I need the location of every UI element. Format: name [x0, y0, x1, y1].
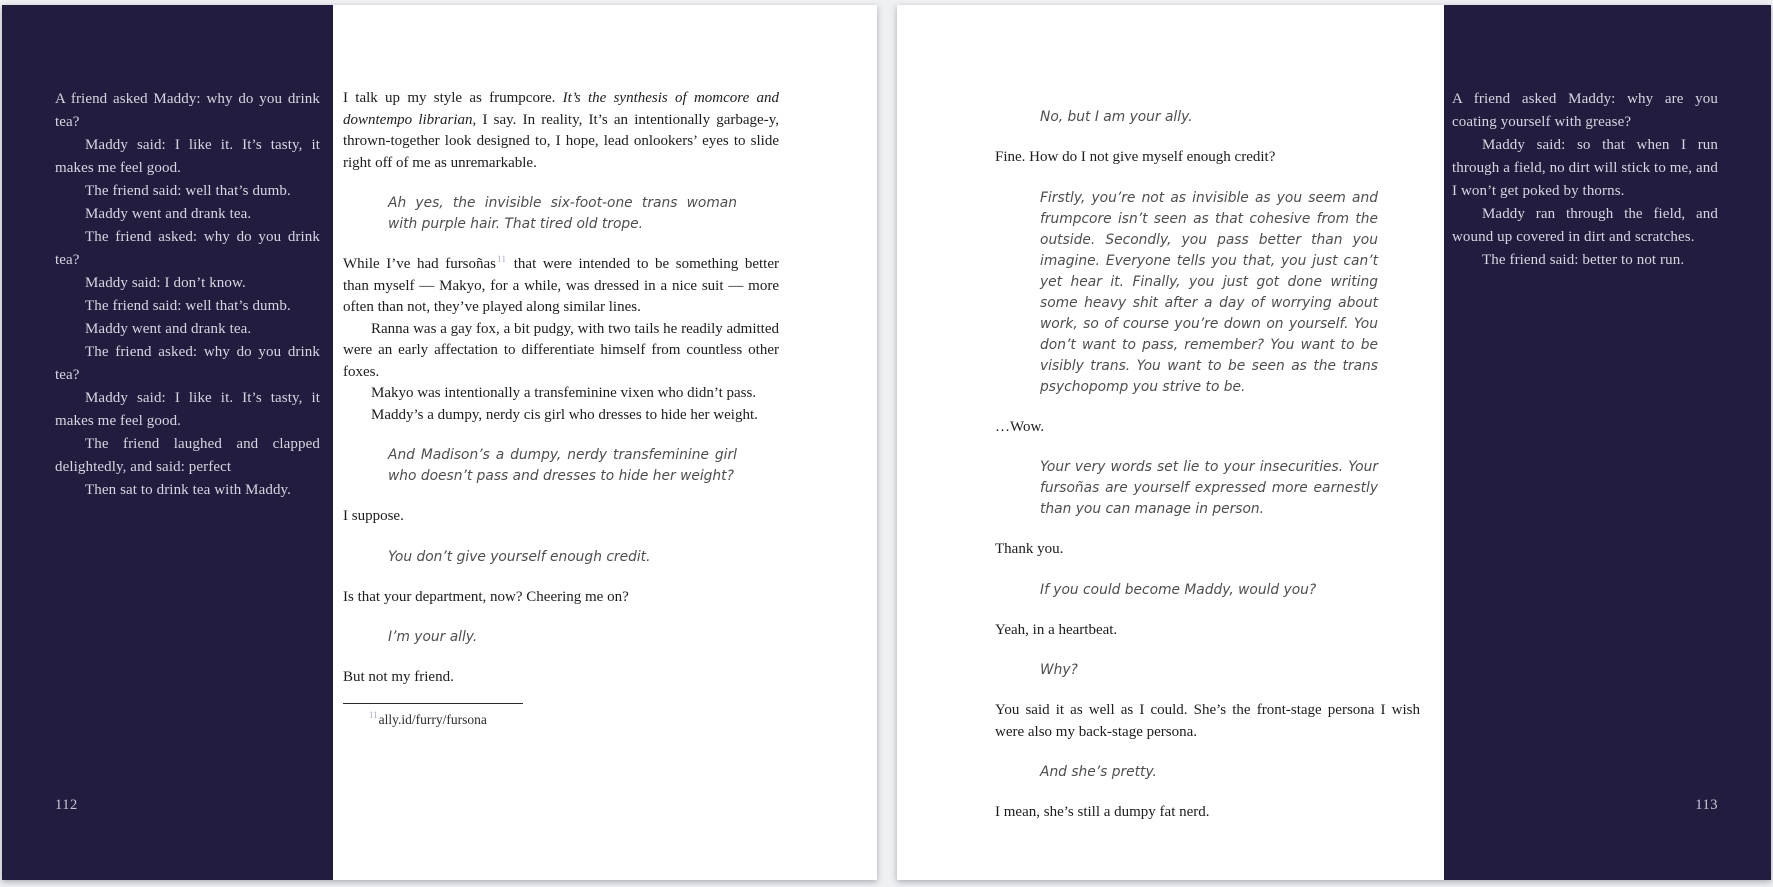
footnote-divider: [343, 703, 523, 704]
interlocutor-line: [1040, 457, 1378, 520]
narrative-paragraph: [995, 620, 1420, 642]
emphasized-text: It’s the synthesis of momcore and downtempo librarian,: [343, 90, 779, 128]
narrative-paragraph: [343, 667, 779, 689]
body-text: [343, 88, 779, 689]
body-text: [995, 107, 1420, 824]
footnote: [343, 703, 779, 728]
footnote-ref[interactable]: 11: [497, 255, 507, 265]
interlocutor-line: [388, 547, 737, 568]
margin-quote-paragraph: Maddy went and drank tea.: [85, 206, 252, 222]
footnote-url[interactable]: ally.id/furry/fursona: [378, 711, 487, 727]
margin-quote-paragraph: Maddy ran through the field, and wound up covered in dirt and scratches.: [1452, 206, 1718, 245]
margin-quote-paragraph: Maddy went and drank tea.: [85, 321, 252, 337]
text-run: Yeah, in a heartbeat.: [995, 621, 1118, 638]
margin-quote-paragraph: Maddy said: I like it. It’s tasty, it makes me feel good.: [55, 390, 320, 429]
interlocutor-line: [1040, 107, 1378, 128]
margin-quote-paragraph: The friend laughed and clapped delightedly, and said: perfect: [55, 436, 320, 475]
margin-quote-paragraph: Maddy said: I like it. It’s tasty, it makes me feel good.: [55, 137, 320, 176]
margin-quote-paragraph: Maddy said: I don’t know.: [85, 275, 246, 291]
narrative-paragraph: [343, 405, 779, 427]
text-run: Maddy’s a dumpy, nerdy cis girl who dresses to hide her weight.: [371, 406, 758, 423]
interlocutor-line: [388, 627, 737, 648]
text-run: Your very words set lie to your insecurities. Your fursoñas are yourself expressed more earnestly than you can manage in person.: [1040, 459, 1378, 517]
left-margin-quote-panel: [2, 5, 333, 880]
narrative-paragraph: [995, 539, 1420, 561]
right-margin-quote-panel: [1444, 5, 1771, 880]
interlocutor-line: [1040, 580, 1378, 601]
text-run: If you could become Maddy, would you?: [1040, 581, 1317, 598]
narrative-paragraph: [995, 802, 1420, 824]
narrative-paragraph: [343, 506, 779, 528]
interlocutor-line: [1040, 762, 1378, 783]
margin-quote-paragraph: The friend said: better to not run.: [1482, 252, 1685, 268]
text-run: You don’t give yourself enough credit.: [388, 548, 651, 565]
interlocutor-line: [388, 445, 737, 487]
narrative-paragraph: [995, 417, 1420, 439]
margin-quote-paragraph: The friend said: well that’s dumb.: [85, 298, 291, 314]
text-run: I mean, she’s still a dumpy fat nerd.: [995, 804, 1210, 820]
text-run: No, but I am your ally.: [1040, 109, 1193, 125]
narrative-paragraph: [343, 383, 779, 405]
text-run: I’m your ally.: [388, 629, 478, 645]
page-body-right: [897, 5, 1444, 880]
narrative-paragraph: [343, 319, 779, 384]
margin-quote-paragraph: Maddy said: so that when I run through a field, no dirt will stick to me, and I won’t get poked by thorns.: [1452, 137, 1718, 199]
text-run: Makyo was intentionally a transfeminine vixen who didn’t pass.: [371, 385, 757, 401]
text-run: Thank you.: [995, 541, 1064, 557]
text-run: Why?: [1040, 662, 1078, 678]
text-run: that were intended to be something better than myself — Makyo, for a while, was dressed in a nice suit — more often than not, they’ve played along similar lines.: [343, 256, 779, 315]
page-112: [2, 5, 877, 880]
text-run: I talk up my style as frumpcore.: [343, 90, 563, 106]
page-number: 113: [1695, 797, 1718, 813]
margin-quote-paragraph: A friend asked Maddy: why do you drink tea?: [55, 91, 320, 130]
narrative-paragraph: [995, 700, 1420, 743]
margin-quote: [55, 88, 320, 502]
narrative-paragraph: [343, 88, 779, 174]
interlocutor-line: [388, 193, 737, 235]
text-run: And she’s pretty.: [1040, 764, 1157, 780]
text-run: I suppose.: [343, 508, 404, 524]
text-run: Is that your department, now? Cheering me on?: [343, 588, 629, 605]
margin-quote-paragraph: The friend said: well that’s dumb.: [85, 183, 291, 199]
page-113: [897, 5, 1771, 880]
margin-quote-paragraph: The friend asked: why do you drink tea?: [55, 344, 320, 383]
text-run: And Madison’s a dumpy, nerdy transfeminine girl who doesn’t pass and dresses to hide her weight?: [388, 447, 737, 484]
margin-quote: [1452, 88, 1718, 272]
margin-quote-paragraph: Then sat to drink tea with Maddy.: [85, 482, 292, 498]
text-run: Fine. How do I not give myself enough credit?: [995, 149, 1276, 165]
text-run: I say. In reality, It’s an intentionally garbage-y, thrown-together look designed to, I hope, lead onlookers’ eyes to slide right off of me as unremarkable.: [343, 111, 779, 171]
text-run: Ah yes, the invisible six-foot-one trans woman with purple hair. That tired old trope.: [388, 195, 737, 232]
text-run: But not my friend.: [343, 669, 454, 685]
narrative-paragraph: [995, 147, 1420, 169]
text-run: Firstly, you’re not as invisible as you seem and frumpcore isn’t seen as that cohesive from the outside. Secondly, you pass better than you imagine. Everyone tells you that, you just can’t yet hear it. Finally, you just got done writing some heavy shit after a day of worrying about work, so of course you’re down on yourself. You don’t want to pass, remember? You want to be visibly trans. You want to be seen as the trans psychopomp you strive to be.: [1040, 189, 1378, 395]
footnote-line: [343, 711, 779, 728]
footnote-marker[interactable]: 11: [369, 710, 378, 720]
narrative-paragraph: [343, 254, 779, 319]
text-run: Ranna was a gay fox, a bit pudgy, with two tails he readily admitted were an early affectation to differentiate himself from countless other foxes.: [343, 320, 779, 380]
margin-quote-paragraph: A friend asked Maddy: why are you coating yourself with grease?: [1452, 91, 1718, 130]
page-number: 112: [55, 797, 78, 813]
interlocutor-line: [1040, 188, 1378, 398]
text-run: While I’ve had fursoñas: [343, 256, 497, 272]
text-run: You said it as well as I could. She’s the front-stage persona I wish were also my back-stage persona.: [995, 702, 1420, 740]
margin-quote-paragraph: The friend asked: why do you drink tea?: [55, 229, 320, 268]
page-body-left: [333, 5, 877, 880]
text-run: …Wow.: [995, 418, 1045, 435]
interlocutor-line: [1040, 660, 1378, 681]
narrative-paragraph: [343, 587, 779, 609]
